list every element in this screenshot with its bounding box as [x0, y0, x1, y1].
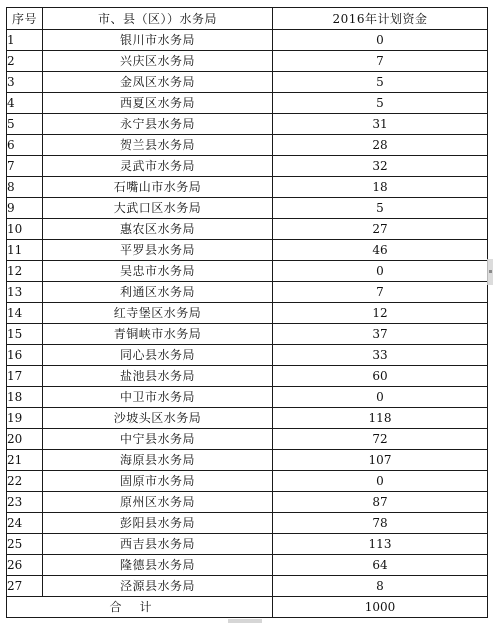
row-bureau-name: 惠农区水务局 [43, 219, 273, 240]
header-water-bureau: 市、县（区））水务局 [43, 8, 273, 30]
row-serial-number: 3 [7, 72, 43, 93]
table-row [7, 324, 488, 345]
row-bureau-name: 中宁县水务局 [43, 429, 273, 450]
side-scroll-handle[interactable] [487, 259, 493, 285]
row-bureau-name: 兴庆区水务局 [43, 51, 273, 72]
row-planned-amount: 0 [273, 387, 488, 408]
row-bureau-name: 平罗县水务局 [43, 240, 273, 261]
table-row [7, 492, 488, 513]
row-serial-number: 7 [7, 156, 43, 177]
total-label: 合计 [7, 597, 273, 618]
row-serial-number: 15 [7, 324, 43, 345]
row-planned-amount: 27 [273, 219, 488, 240]
table-row [7, 555, 488, 576]
row-planned-amount: 87 [273, 492, 488, 513]
funding-table [6, 7, 488, 618]
row-bureau-name: 西吉县水务局 [43, 534, 273, 555]
row-serial-number: 20 [7, 429, 43, 450]
row-bureau-name: 吴忠市水务局 [43, 261, 273, 282]
table-body [7, 30, 488, 597]
row-bureau-name: 贺兰县水务局 [43, 135, 273, 156]
table-row [7, 156, 488, 177]
table-row [7, 345, 488, 366]
row-bureau-name: 沙坡头区水务局 [43, 408, 273, 429]
row-serial-number: 13 [7, 282, 43, 303]
row-planned-amount: 28 [273, 135, 488, 156]
table-row [7, 471, 488, 492]
row-bureau-name: 彭阳县水务局 [43, 513, 273, 534]
row-planned-amount: 5 [273, 72, 488, 93]
row-serial-number: 5 [7, 114, 43, 135]
row-bureau-name: 金凤区水务局 [43, 72, 273, 93]
table-row [7, 198, 488, 219]
table-row [7, 576, 488, 597]
row-serial-number: 24 [7, 513, 43, 534]
total-amount: 1000 [273, 597, 488, 618]
row-planned-amount: 72 [273, 429, 488, 450]
header-planned-funds: 2016年计划资金 [273, 8, 488, 30]
row-serial-number: 4 [7, 93, 43, 114]
row-planned-amount: 5 [273, 93, 488, 114]
row-serial-number: 26 [7, 555, 43, 576]
row-serial-number: 12 [7, 261, 43, 282]
table-row [7, 450, 488, 471]
row-bureau-name: 隆德县水务局 [43, 555, 273, 576]
table-row [7, 366, 488, 387]
row-planned-amount: 37 [273, 324, 488, 345]
table-row [7, 135, 488, 156]
row-serial-number: 1 [7, 30, 43, 51]
row-bureau-name: 大武口区水务局 [43, 198, 273, 219]
table-row [7, 93, 488, 114]
row-bureau-name: 中卫市水务局 [43, 387, 273, 408]
row-serial-number: 25 [7, 534, 43, 555]
row-bureau-name: 海原县水务局 [43, 450, 273, 471]
row-planned-amount: 107 [273, 450, 488, 471]
row-planned-amount: 0 [273, 30, 488, 51]
table-row [7, 408, 488, 429]
row-bureau-name: 原州区水务局 [43, 492, 273, 513]
row-serial-number: 18 [7, 387, 43, 408]
table-row [7, 72, 488, 93]
row-bureau-name: 永宁县水务局 [43, 114, 273, 135]
row-bureau-name: 泾源县水务局 [43, 576, 273, 597]
row-bureau-name: 盐池县水务局 [43, 366, 273, 387]
row-planned-amount: 113 [273, 534, 488, 555]
row-planned-amount: 64 [273, 555, 488, 576]
table-row [7, 429, 488, 450]
bottom-scroll-handle[interactable] [228, 619, 262, 623]
table-row [7, 219, 488, 240]
row-planned-amount: 5 [273, 198, 488, 219]
table-row [7, 240, 488, 261]
row-serial-number: 11 [7, 240, 43, 261]
table-footer [7, 597, 488, 618]
row-bureau-name: 西夏区水务局 [43, 93, 273, 114]
row-serial-number: 16 [7, 345, 43, 366]
table-header [7, 8, 488, 30]
row-serial-number: 17 [7, 366, 43, 387]
row-serial-number: 23 [7, 492, 43, 513]
row-bureau-name: 固原市水务局 [43, 471, 273, 492]
row-bureau-name: 利通区水务局 [43, 282, 273, 303]
row-serial-number: 22 [7, 471, 43, 492]
row-planned-amount: 32 [273, 156, 488, 177]
row-planned-amount: 60 [273, 366, 488, 387]
table-row [7, 30, 488, 51]
row-bureau-name: 石嘴山市水务局 [43, 177, 273, 198]
row-serial-number: 6 [7, 135, 43, 156]
header-serial-number: 序号 [7, 8, 43, 30]
row-planned-amount: 18 [273, 177, 488, 198]
row-bureau-name: 灵武市水务局 [43, 156, 273, 177]
row-planned-amount: 0 [273, 261, 488, 282]
row-bureau-name: 银川市水务局 [43, 30, 273, 51]
table-row [7, 534, 488, 555]
row-planned-amount: 7 [273, 282, 488, 303]
row-planned-amount: 12 [273, 303, 488, 324]
table-row [7, 513, 488, 534]
table-row [7, 261, 488, 282]
row-serial-number: 14 [7, 303, 43, 324]
row-serial-number: 19 [7, 408, 43, 429]
table-row [7, 282, 488, 303]
total-row [7, 597, 488, 618]
row-serial-number: 2 [7, 51, 43, 72]
row-planned-amount: 0 [273, 471, 488, 492]
row-serial-number: 21 [7, 450, 43, 471]
table-row [7, 114, 488, 135]
row-serial-number: 27 [7, 576, 43, 597]
row-planned-amount: 78 [273, 513, 488, 534]
table-row [7, 51, 488, 72]
row-planned-amount: 118 [273, 408, 488, 429]
row-bureau-name: 同心县水务局 [43, 345, 273, 366]
table-row [7, 177, 488, 198]
row-serial-number: 9 [7, 198, 43, 219]
row-planned-amount: 31 [273, 114, 488, 135]
row-planned-amount: 8 [273, 576, 488, 597]
row-serial-number: 8 [7, 177, 43, 198]
header-row [7, 8, 488, 30]
row-serial-number: 10 [7, 219, 43, 240]
row-planned-amount: 46 [273, 240, 488, 261]
row-bureau-name: 红寺堡区水务局 [43, 303, 273, 324]
table-row [7, 303, 488, 324]
row-planned-amount: 33 [273, 345, 488, 366]
row-bureau-name: 青铜峡市水务局 [43, 324, 273, 345]
row-planned-amount: 7 [273, 51, 488, 72]
table-row [7, 387, 488, 408]
